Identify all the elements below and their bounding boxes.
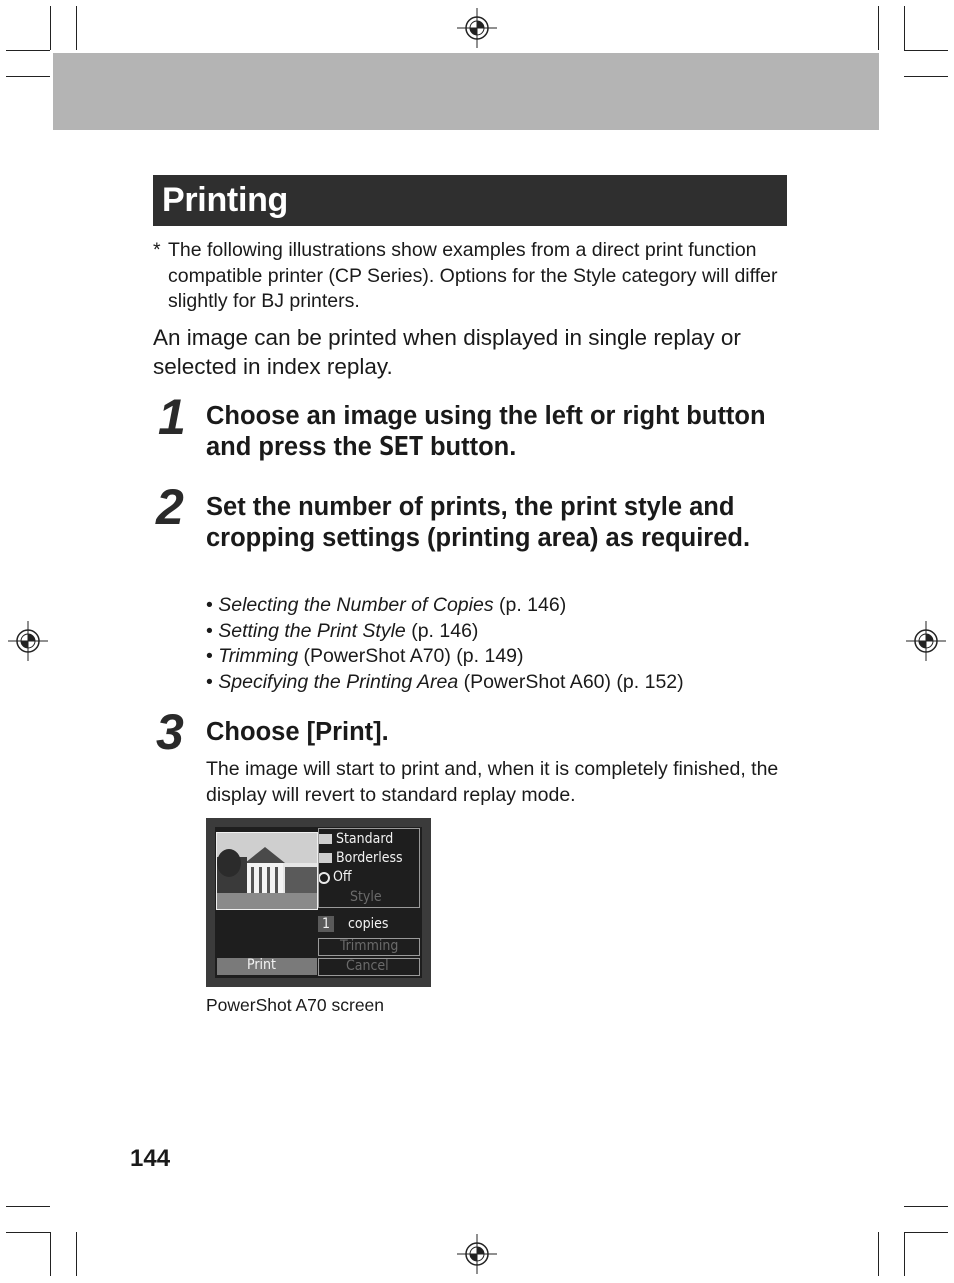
bullet: • [206, 619, 213, 642]
step-number: 3 [156, 704, 184, 760]
registration-mark-icon [8, 621, 48, 661]
trimming-button[interactable]: Trimming [340, 938, 399, 954]
intro-paragraph: An image can be printed when displayed in single replay or selected in index replay. [153, 325, 741, 379]
crop-mark [6, 50, 50, 51]
page-reference-link[interactable]: Selecting the Number of Copies [218, 594, 494, 616]
style-button[interactable]: Style [350, 889, 382, 905]
crop-mark [878, 6, 879, 50]
crop-mark [904, 1232, 905, 1276]
step-heading-text: Choose an image using the left or right button and press the [206, 402, 766, 461]
copies-value: 1 [318, 916, 334, 932]
list-item [206, 670, 786, 696]
copies-label: copies [348, 916, 389, 932]
section-title: Printing [162, 181, 289, 219]
crop-mark [904, 76, 948, 77]
date-value: Off [333, 869, 352, 885]
crop-mark [904, 6, 905, 50]
registration-mark-icon [906, 621, 946, 661]
print-button[interactable] [217, 958, 317, 975]
bullet: • [206, 671, 213, 694]
preview-photo [216, 832, 318, 910]
list-item [206, 644, 786, 670]
crop-mark [76, 1232, 77, 1276]
header-band [53, 53, 879, 130]
page-reference-link[interactable]: Specifying the Printing Area [218, 671, 459, 694]
page-reference: (p. 146) [493, 594, 567, 616]
step-heading-text: button. [422, 433, 517, 461]
step-number: 1 [158, 389, 186, 445]
page-reference: (PowerShot A70) (p. 149) [298, 645, 524, 668]
building-photo-icon [217, 833, 317, 909]
page-reference-link[interactable]: Setting the Print Style [218, 619, 406, 642]
footnote-text: The following illustrations show examples from a direct print function compatible printer (CP Series). Options for the Style category will differ slightly for BJ printers. [168, 239, 778, 312]
crop-mark [6, 1206, 50, 1207]
print-settings-panel [318, 828, 420, 976]
crop-mark [50, 1232, 51, 1276]
crop-mark [76, 6, 77, 50]
page-number: 144 [130, 1145, 171, 1172]
footnote-marker: * [153, 239, 161, 261]
page-reference: (PowerShot A60) (p. 152) [458, 671, 684, 694]
footnote [153, 238, 793, 315]
registration-mark-icon [457, 8, 497, 48]
step-number: 2 [156, 479, 184, 535]
step-description: The image will start to print and, when it is completely finished, the display will revert to standard replay mode. [206, 758, 779, 806]
print-button-label: Print [247, 957, 276, 973]
step-heading [206, 401, 786, 463]
page-reference-link[interactable]: Trimming [218, 645, 299, 668]
page-reference: (p. 146) [405, 619, 479, 642]
camera-lcd-screenshot [206, 818, 431, 987]
reference-list [206, 593, 786, 696]
registration-mark-icon [457, 1234, 497, 1274]
section-title-bar [153, 175, 787, 226]
crop-mark [6, 1232, 50, 1233]
crop-mark [904, 50, 948, 51]
list-item [206, 619, 786, 645]
paper-size-value: Standard [336, 831, 394, 847]
bullet: • [206, 645, 213, 668]
crop-mark [50, 6, 51, 50]
set-button-symbol: SET [378, 432, 423, 462]
step-heading: Choose [Print]. [206, 718, 389, 746]
list-item [206, 593, 786, 619]
step-heading: Set the number of prints, the print style and cropping settings (printing area) as required. [206, 493, 751, 552]
crop-mark [904, 1232, 948, 1233]
crop-mark [904, 1206, 948, 1207]
figure-caption: PowerShot A70 screen [206, 995, 385, 1015]
crop-mark [6, 76, 50, 77]
border-value: Borderless [336, 850, 403, 866]
bullet: • [206, 594, 213, 616]
cancel-button[interactable]: Cancel [346, 958, 389, 974]
crop-mark [878, 1232, 879, 1276]
copies-setting[interactable] [318, 916, 388, 932]
